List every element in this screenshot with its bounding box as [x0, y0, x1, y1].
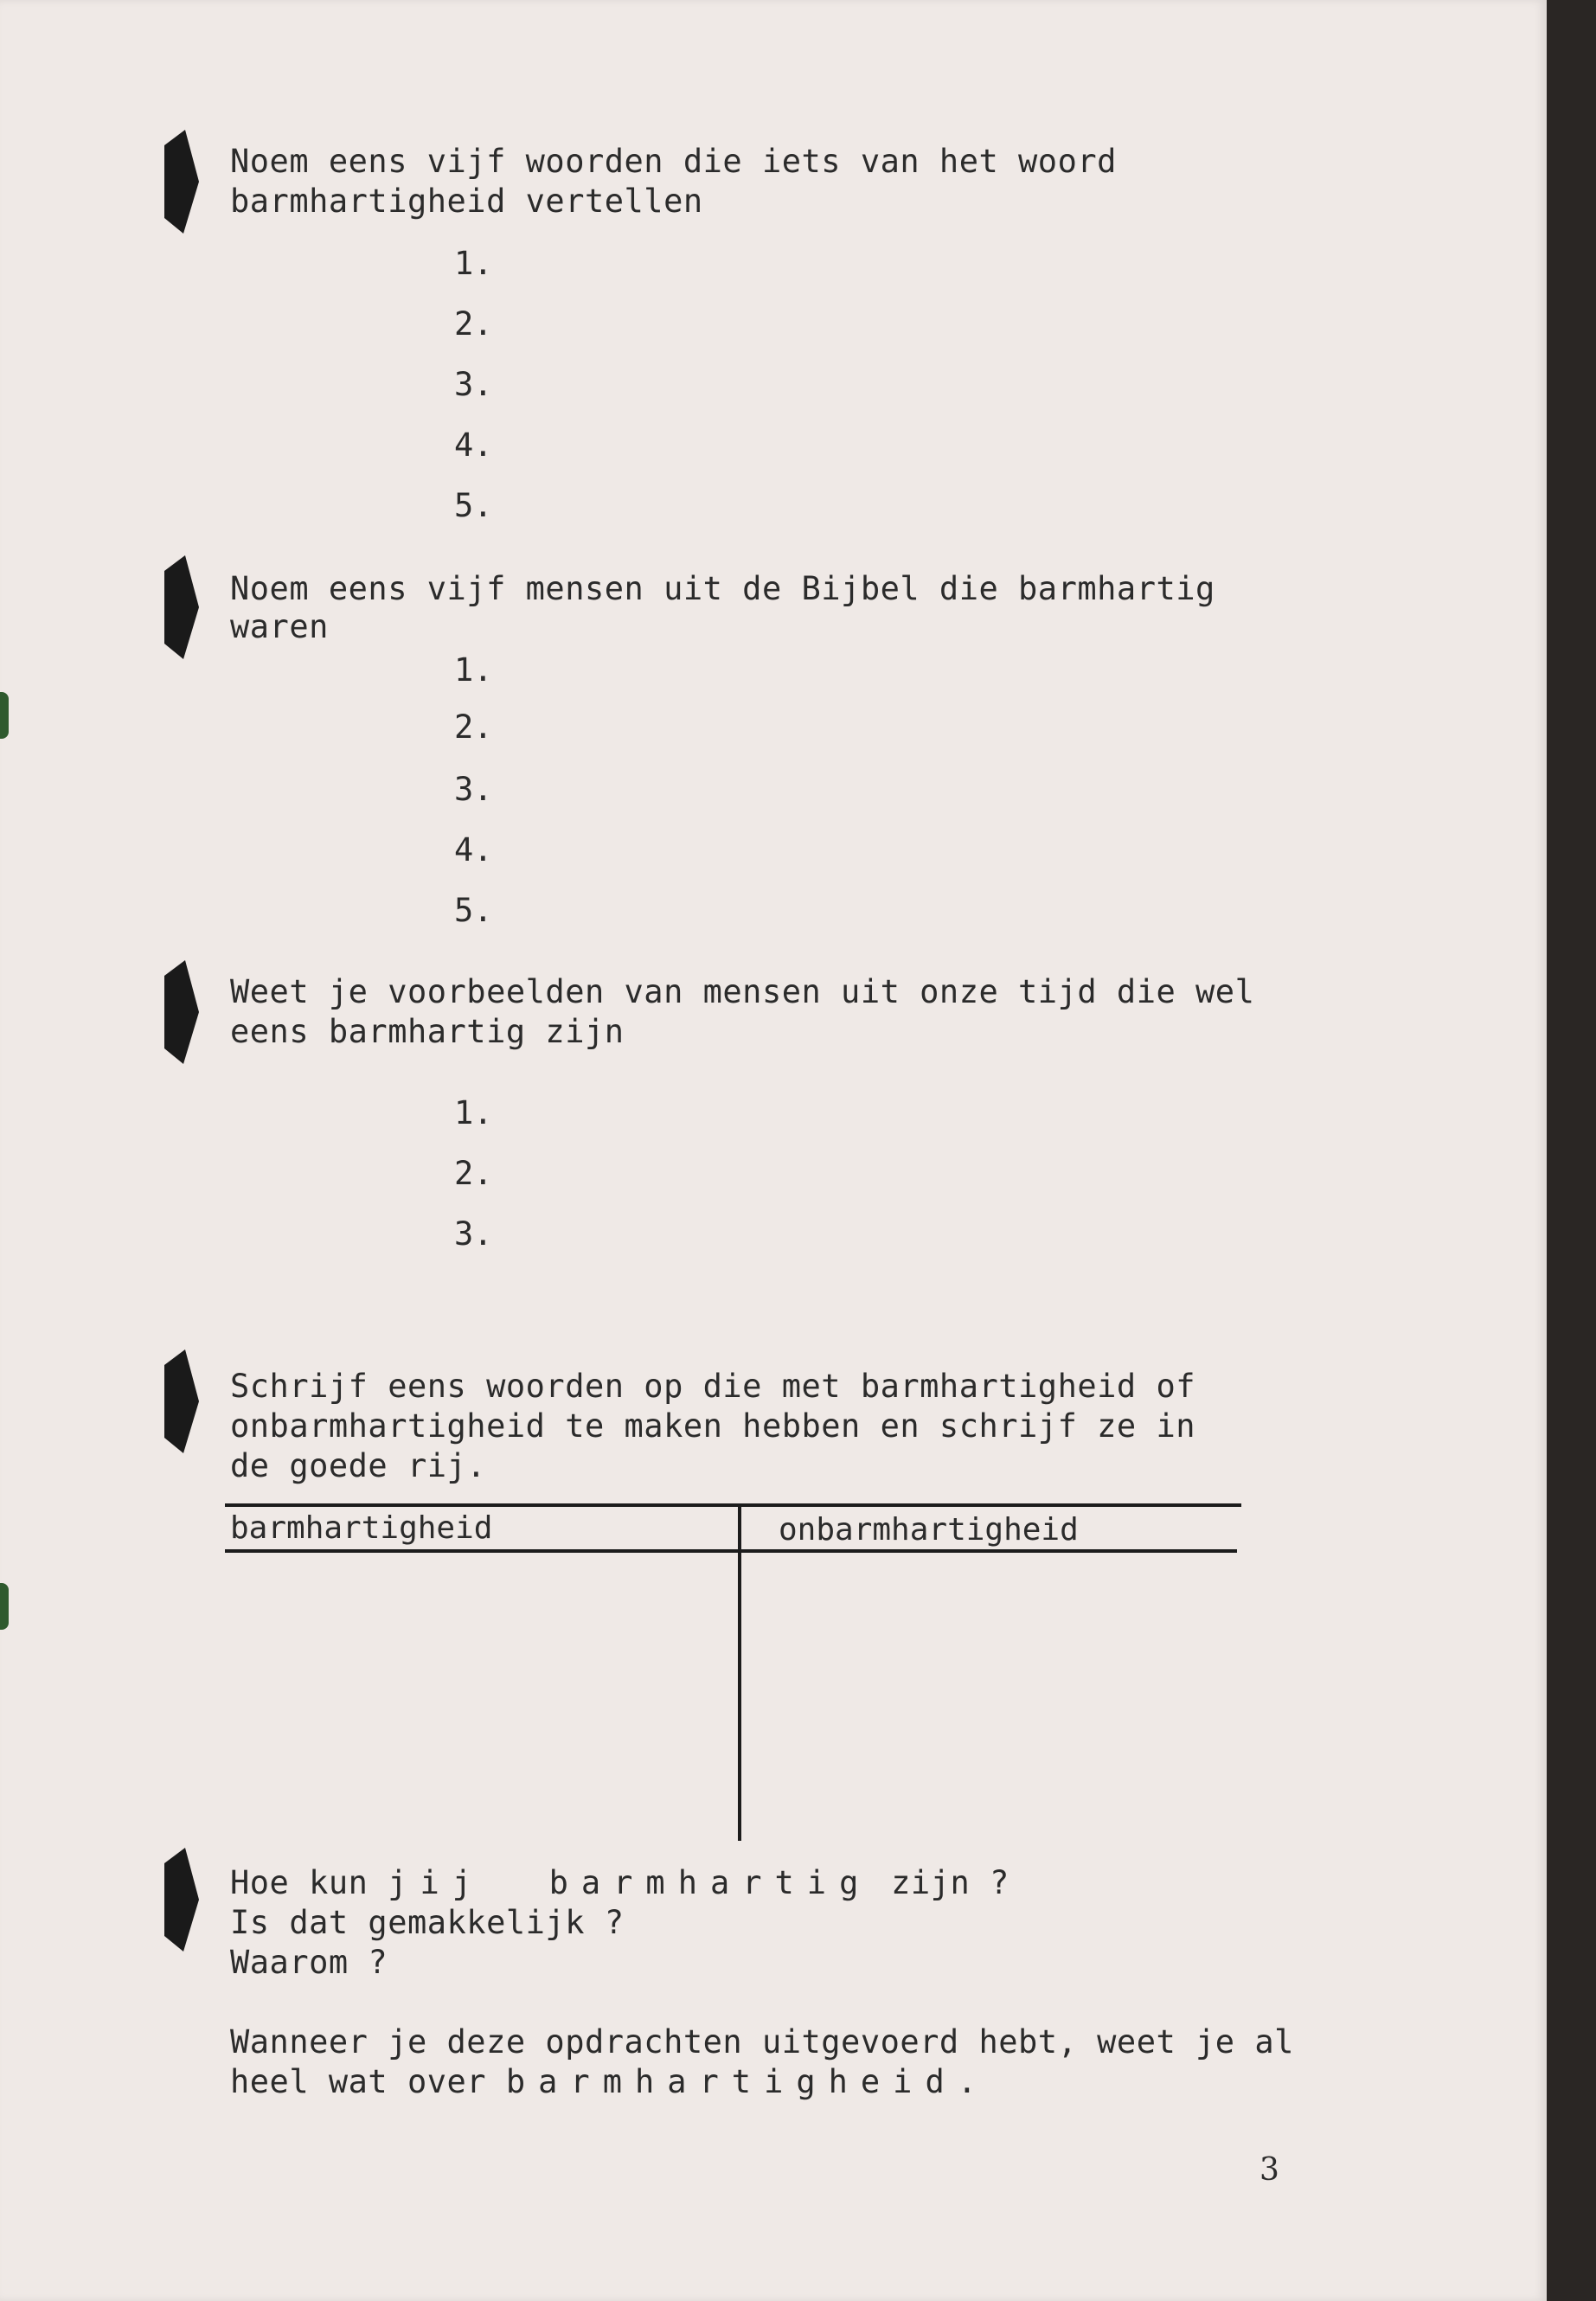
- final-question-line-1: [230, 1863, 1010, 1903]
- table-header-rule: [225, 1549, 1237, 1553]
- section-2-item-3: 3.: [454, 771, 493, 808]
- page-number: 3: [1259, 2152, 1279, 2188]
- section-1-prompt-line-1: Noem eens vijf woorden die iets van het woord: [230, 143, 1117, 180]
- section-3-prompt-line-1: Weet je voorbeelden van mensen uit onze tijd die wel: [230, 973, 1255, 1010]
- section-2-prompt-line-2: waren: [230, 608, 329, 645]
- section-1-item-2: 2.: [454, 305, 493, 343]
- section-4-prompt-line-2: onbarmhartigheid te maken hebben en schrijf ze in: [230, 1407, 1196, 1445]
- section-1-item-5: 5.: [454, 487, 493, 524]
- table-top-rule: [225, 1503, 1241, 1507]
- closing-line-2: [230, 2062, 990, 2102]
- section-2-item-4: 4.: [454, 831, 493, 868]
- final-question-start: Hoe kun: [230, 1864, 388, 1901]
- arrow-icon: [157, 1349, 201, 1453]
- section-4-prompt-line-1: Schrijf eens woorden op die met barmhartigheid of: [230, 1368, 1196, 1405]
- closing-line-1: Wanneer je deze opdrachten uitgevoerd hebt, weet je al: [230, 2023, 1294, 2061]
- section-1-item-4: 4.: [454, 426, 493, 464]
- section-2-prompt-line-1: Noem eens vijf mensen uit de Bijbel die barmhartig: [230, 570, 1215, 607]
- section-3-item-3: 3.: [454, 1215, 493, 1253]
- final-question-line-3: Waarom ?: [230, 1944, 388, 1981]
- section-4-prompt-line-3: de goede rij.: [230, 1447, 487, 1484]
- section-1-prompt-line-2: barmhartigheid vertellen: [230, 183, 703, 220]
- section-2-item-1: 1.: [454, 651, 493, 689]
- arrow-icon: [157, 555, 201, 659]
- section-3-item-1: 1.: [454, 1094, 493, 1131]
- table-header-barmhartigheid: barmhartigheid: [230, 1510, 493, 1546]
- closing-line-2-start: heel wat over: [230, 2063, 506, 2100]
- closing-spaced-word: barmhartigheid.: [505, 2063, 990, 2100]
- section-3-item-2: 2.: [454, 1155, 493, 1192]
- table-column-divider: [738, 1503, 741, 1841]
- table-header-onbarmhartigheid: onbarmhartigheid: [779, 1512, 1079, 1548]
- binder-hole-mark: [0, 1583, 9, 1630]
- section-2-item-5: 5.: [454, 892, 493, 929]
- section-1-item-3: 3.: [454, 366, 493, 403]
- final-question-spaced-words: jij barmhartig: [388, 1864, 872, 1901]
- section-1-item-1: 1.: [454, 245, 493, 282]
- arrow-icon: [157, 960, 201, 1064]
- arrow-icon: [157, 130, 201, 234]
- final-question-end: zijn ?: [871, 1864, 1010, 1901]
- arrow-icon: [157, 1848, 201, 1952]
- section-3-prompt-line-2: eens barmhartig zijn: [230, 1013, 625, 1050]
- section-2-item-2: 2.: [454, 708, 493, 746]
- binder-hole-mark: [0, 692, 9, 739]
- final-question-line-2: Is dat gemakkelijk ?: [230, 1904, 625, 1941]
